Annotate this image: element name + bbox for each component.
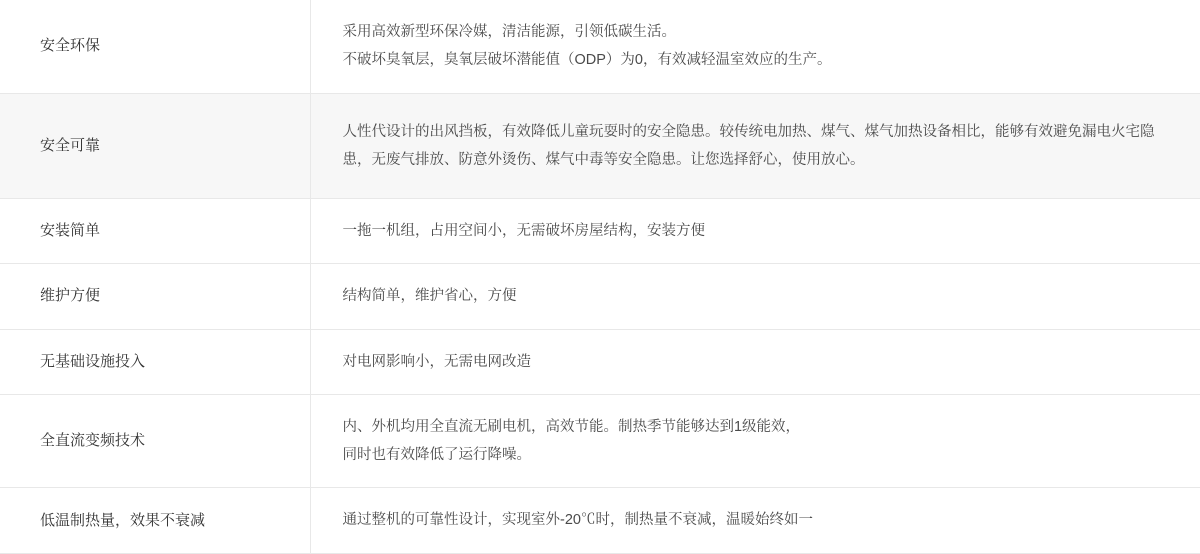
feature-description-line: 内、外机均用全直流无刷电机，高效节能。制热季节能够达到1级能效，	[342, 418, 801, 435]
feature-label: 维护方便	[0, 264, 310, 329]
feature-description	[310, 93, 1200, 199]
feature-label: 低温制热量，效果不衰减	[0, 488, 310, 553]
table-row	[0, 264, 1200, 329]
table-row	[0, 488, 1200, 553]
table-row	[0, 394, 1200, 488]
feature-label: 全直流变频技术	[0, 394, 310, 488]
feature-description-line: 结构简单，维护省心，方便	[342, 288, 517, 305]
table-row	[0, 93, 1200, 199]
feature-label: 安全可靠	[0, 93, 310, 199]
feature-description	[310, 394, 1200, 488]
feature-description-line: 采用高效新型环保冷媒，清洁能源，引领低碳生活。	[342, 24, 676, 40]
feature-label: 安全环保	[0, 0, 310, 93]
feature-description-line: 对电网影响小，无需电网改造	[342, 353, 531, 370]
feature-description-line: 通过整机的可靠性设计，实现室外-20℃时，制热量不衰减，温暖始终如一	[342, 512, 813, 529]
table-row	[0, 329, 1200, 394]
table-row	[0, 199, 1200, 264]
feature-label: 无基础设施投入	[0, 329, 310, 394]
feature-description	[310, 264, 1200, 329]
feature-label: 安装简单	[0, 199, 310, 264]
feature-description	[310, 199, 1200, 264]
table-row	[0, 0, 1200, 93]
feature-description-line: 不破坏臭氧层，臭氧层破坏潜能值（ODP）为0，有效减轻温室效应的生产。	[342, 52, 832, 69]
feature-description	[310, 0, 1200, 93]
feature-description	[310, 329, 1200, 394]
feature-description	[310, 488, 1200, 553]
feature-description-line: 人性代设计的出风挡板，有效降低儿童玩耍时的安全隐患。较传统电加热、煤气、煤气加热设备相比，能够有效避免漏电火宅隐患，无废气排放、防意外烫伤、煤气中毒等安全隐患。让您选择舒心，使用放心。	[342, 123, 1155, 168]
feature-description-line: 同时也有效降低了运行降噪。	[342, 447, 531, 464]
feature-description-line: 一拖一机组，占用空间小，无需破坏房屋结构，安装方便	[342, 223, 705, 240]
